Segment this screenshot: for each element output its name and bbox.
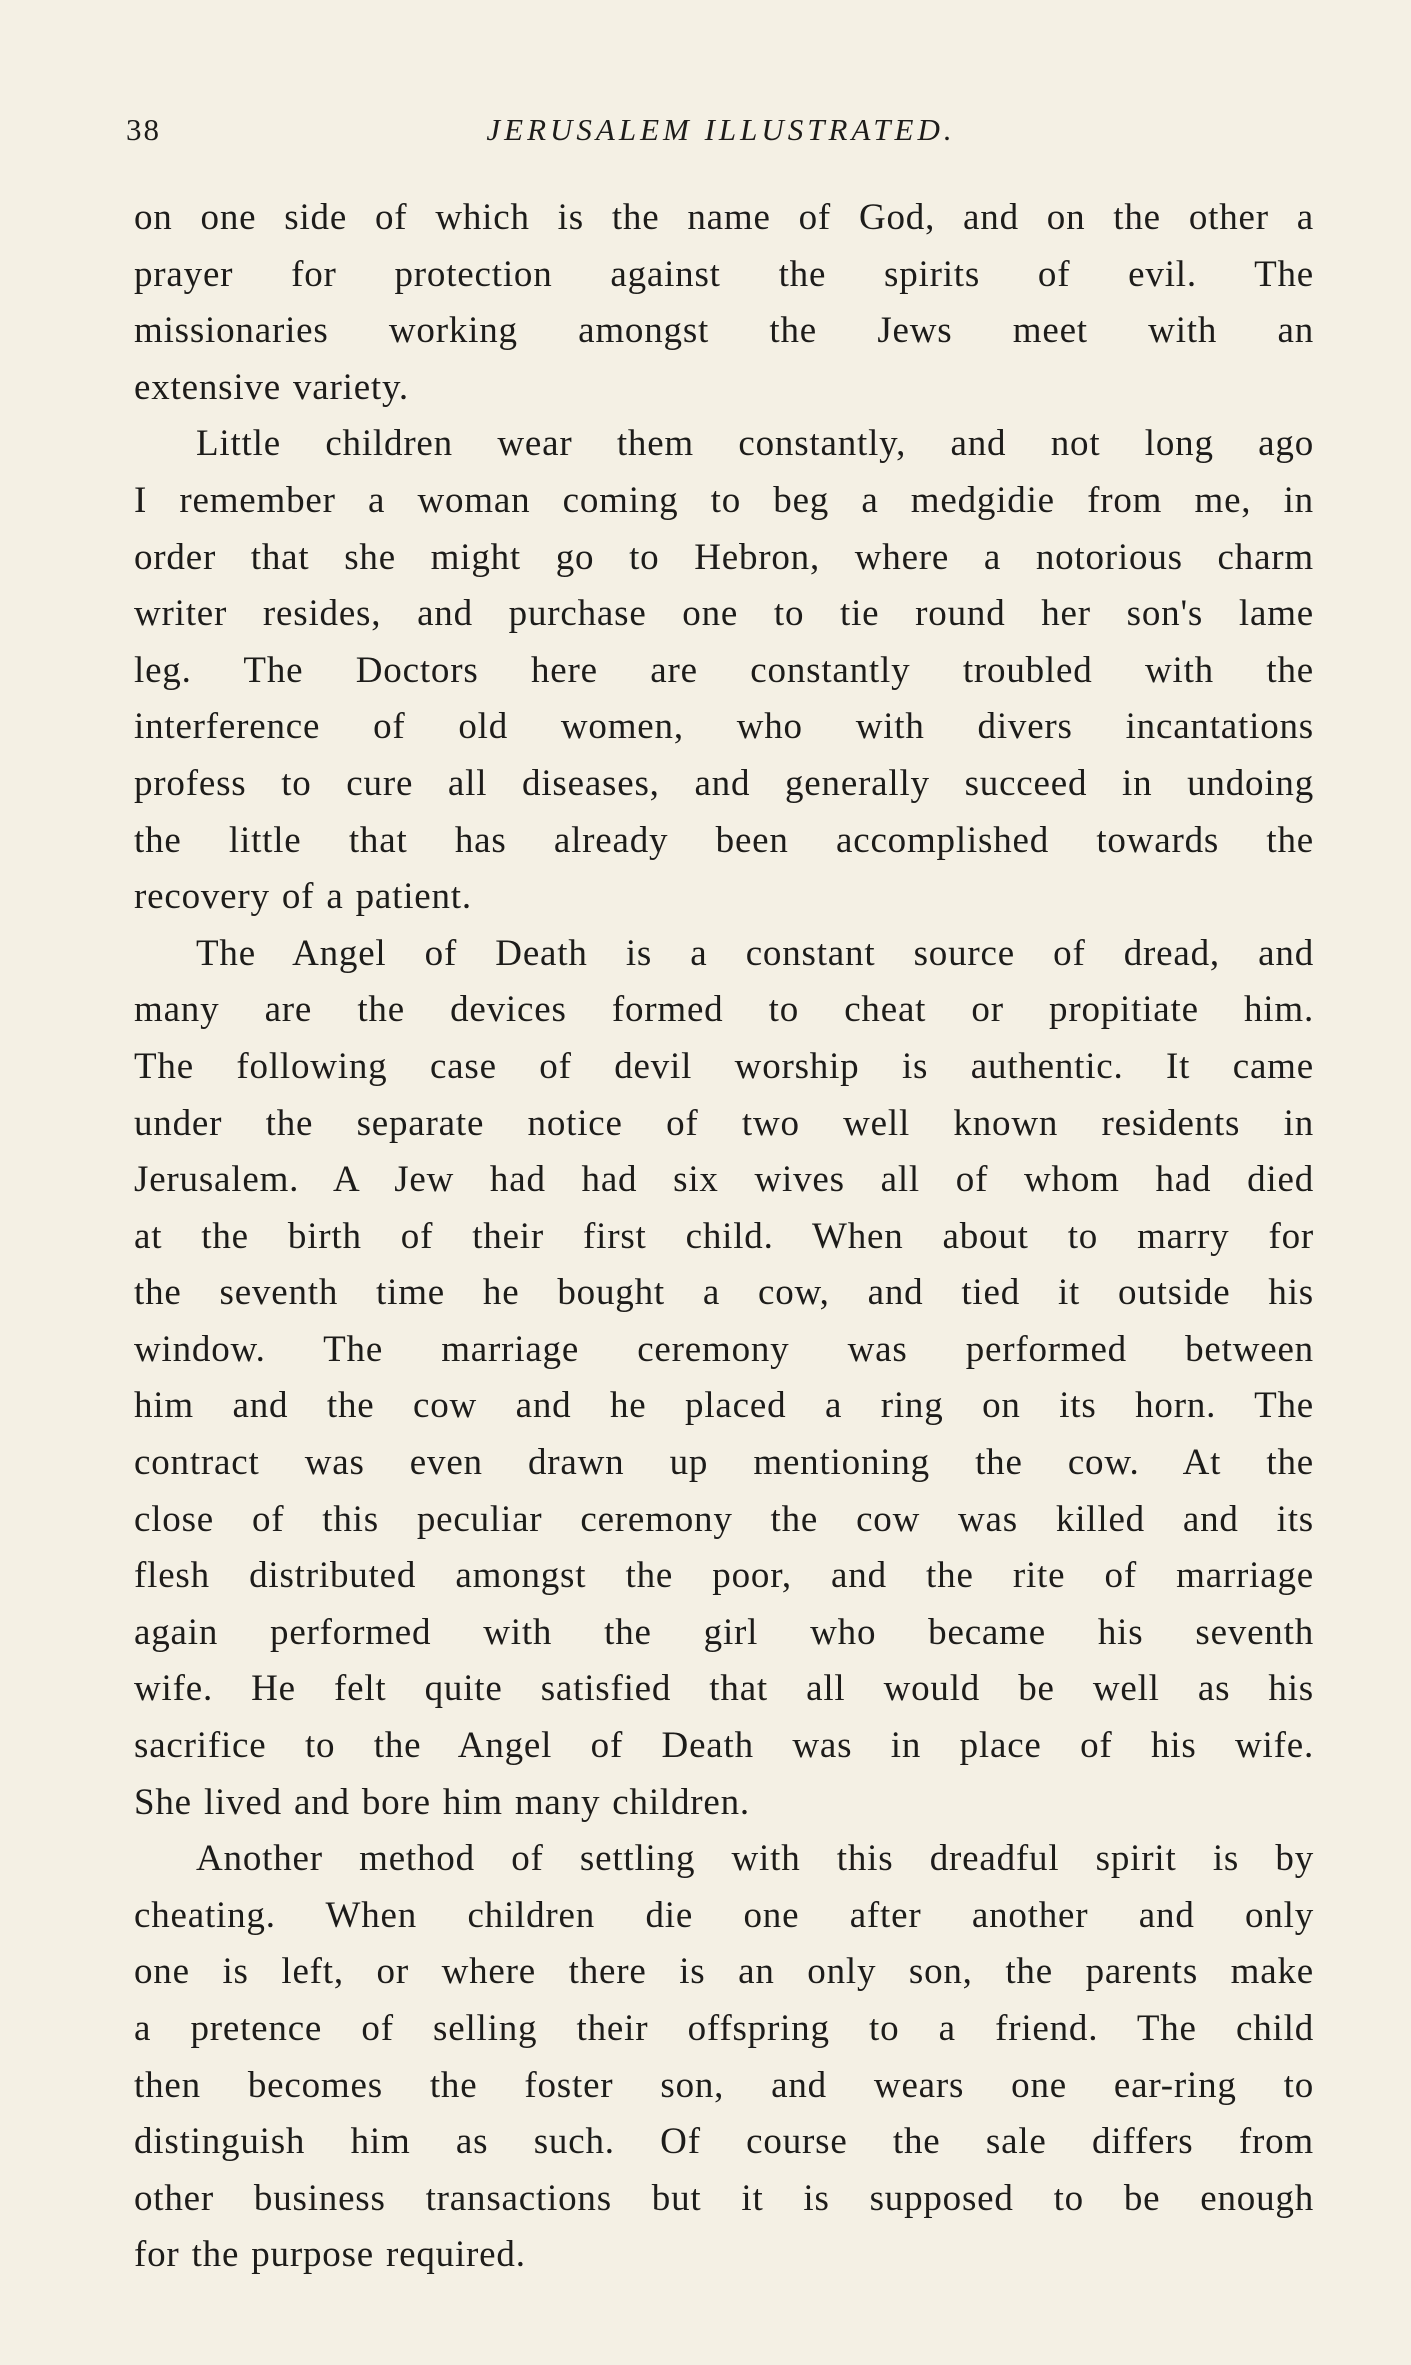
text-line: the little that has already been accomplished towards the bbox=[134, 819, 1314, 861]
text-line: under the separate notice of two well known residents in bbox=[134, 1102, 1314, 1144]
text-line: prayer for protection against the spirits of evil. The bbox=[134, 253, 1314, 295]
text-line: interference of old women, who with divers incantations bbox=[134, 706, 1314, 748]
text-line: leg. The Doctors here are constantly troubled with the bbox=[134, 649, 1314, 691]
text-line: writer resides, and purchase one to tie round her son's lame bbox=[134, 593, 1314, 635]
text-line: extensive variety. bbox=[134, 366, 409, 408]
text-line: She lived and bore him many children. bbox=[134, 1781, 750, 1823]
text-line: The following case of devil worship is authentic. It came bbox=[134, 1045, 1314, 1087]
running-head bbox=[126, 112, 1316, 162]
text-line: Little children wear them constantly, and not long ago bbox=[196, 423, 1314, 465]
text-line: Jerusalem. A Jew had had six wives all of whom had died bbox=[134, 1159, 1314, 1201]
text-line: contract was even drawn up mentioning the cow. At the bbox=[134, 1442, 1314, 1484]
text-line: window. The marriage ceremony was performed between bbox=[134, 1328, 1314, 1370]
text-line: The Angel of Death is a constant source of dread, and bbox=[196, 932, 1314, 974]
text-line: profess to cure all diseases, and generally succeed in undoing bbox=[134, 762, 1314, 804]
text-line: for the purpose required. bbox=[134, 2234, 526, 2276]
paragraph bbox=[134, 190, 1314, 416]
text-line: missionaries working amongst the Jews meet with an bbox=[134, 310, 1314, 352]
text-line: Another method of settling with this dreadful spirit is by bbox=[196, 1838, 1314, 1880]
running-title: JERUSALEM ILLUSTRATED. bbox=[486, 112, 956, 147]
text-line: at the birth of their first child. When about to marry for bbox=[134, 1215, 1314, 1257]
paragraph bbox=[134, 1831, 1314, 2284]
text-line: a pretence of selling their offspring to a friend. The child bbox=[134, 2008, 1314, 2049]
text-line: flesh distributed amongst the poor, and the rite of marriage bbox=[134, 1555, 1314, 1597]
text-line: sacrifice to the Angel of Death was in place of his wife. bbox=[134, 1725, 1314, 1767]
text-line: cheating. When children die one after another and only bbox=[134, 1894, 1314, 1936]
text-line: wife. He felt quite satisfied that all would be well as his bbox=[134, 1668, 1314, 1710]
text-line: again performed with the girl who became his seventh bbox=[134, 1611, 1314, 1653]
text-line: other business transactions but it is supposed to be enough bbox=[134, 2177, 1314, 2219]
text-line: the seventh time he bought a cow, and tied it outside his bbox=[134, 1272, 1314, 1314]
text-line: one is left, or where there is an only son, the parents make bbox=[134, 1951, 1314, 1993]
page-number: 38 bbox=[126, 112, 161, 147]
paragraph bbox=[134, 926, 1314, 1832]
text-line: then becomes the foster son, and wears one ear-ring to bbox=[134, 2064, 1314, 2106]
paragraph bbox=[134, 416, 1314, 925]
text-line: distinguish him as such. Of course the sale differs from bbox=[134, 2121, 1314, 2163]
text-line: many are the devices formed to cheat or propitiate him. bbox=[134, 989, 1314, 1031]
body-text bbox=[134, 190, 1314, 2284]
text-line: order that she might go to Hebron, where a notorious charm bbox=[134, 536, 1314, 578]
text-line: I remember a woman coming to beg a medgidie from me, in bbox=[134, 479, 1314, 521]
text-line: recovery of a patient. bbox=[134, 876, 472, 918]
text-line: on one side of which is the name of God, and on the other a bbox=[134, 197, 1314, 238]
text-line: close of this peculiar ceremony the cow was killed and its bbox=[134, 1498, 1314, 1540]
text-line: him and the cow and he placed a ring on its horn. The bbox=[134, 1385, 1314, 1427]
